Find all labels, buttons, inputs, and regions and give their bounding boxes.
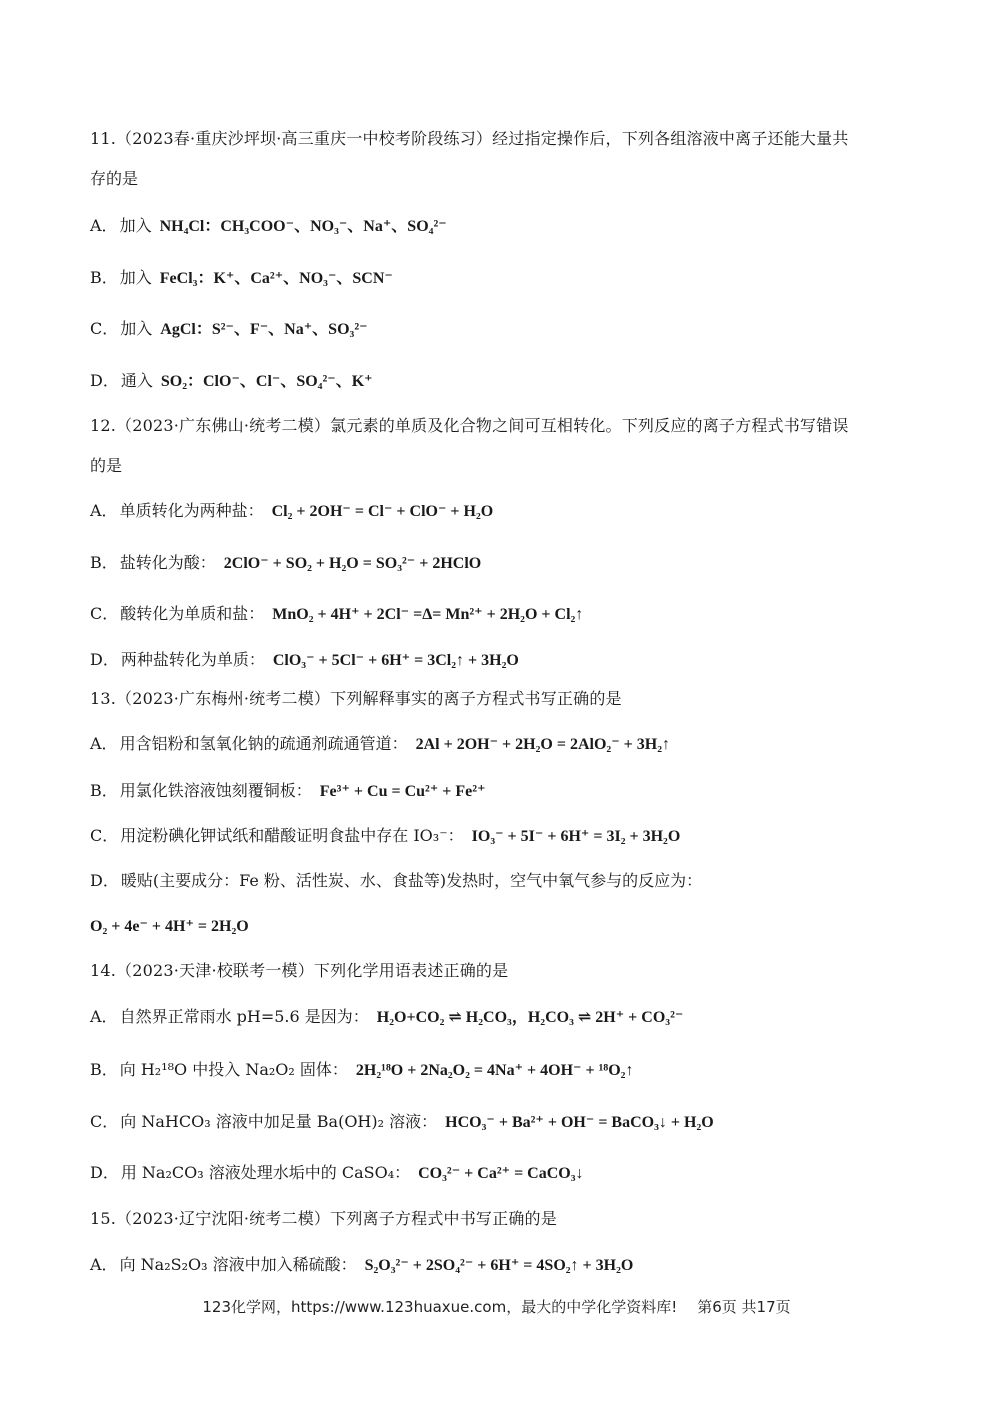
question-14-option-d [90,1161,903,1186]
footer-page-number: 第6页 共17页 [697,1298,791,1316]
option-letter: C． [90,1112,119,1131]
option-label: 用淀粉碘化钾试纸和醋酸证明食盐中存在 IO₃⁻： [120,826,464,845]
option-formula: ClO₃⁻ + 5Cl⁻ + 6H⁺ = 3Cl₂↑ + 3H₂O [272,652,519,669]
footer-site-text: 123化学网，https://www.123huaxue.com，最大的中学化学资料库! [202,1298,678,1316]
question-13-head: 13.（2023·广东梅州·统考二模）下列解释事实的离子方程式书写正确的是 [90,689,622,708]
question-14-head: 14.（2023·天津·校联考一模）下列化学用语表述正确的是 [90,961,509,980]
question-11-head-cont: 存的是 [90,169,139,188]
question-12-option-a [90,499,903,524]
option-formula: AgCl：S²⁻、F⁻、Na⁺、SO₃²⁻ [160,321,368,338]
option-label: 通入 [120,371,153,390]
option-label: 单质转化为两种盐： [119,501,264,520]
option-letter: A． [90,216,118,235]
option-letter: A． [90,501,118,520]
question-14-option-b [90,1058,903,1083]
option-label: 用 Na₂CO₃ 溶液处理水垢中的 CaSO₄： [120,1163,411,1182]
question-11-option-c [90,317,903,342]
option-formula: O₂ + 4e⁻ + 4H⁺ = 2H₂O [90,918,249,935]
option-label: 用氯化铁溶液蚀刻覆铜板： [119,781,312,800]
option-formula: 2H₂¹⁸O + 2Na₂O₂ = 4Na⁺ + 4OH⁻ + ¹⁸O₂↑ [355,1062,634,1079]
option-formula: CO₃²⁻ + Ca²⁺ = CaCO₃↓ [418,1165,584,1182]
option-formula: IO₃⁻ + 5I⁻ + 6H⁺ = 3I₂ + 3H₂O [471,828,681,845]
option-formula: H₂O+CO₂ ⇌ H₂CO₃，H₂CO₃ ⇌ 2H⁺ + CO₃²⁻ [376,1009,684,1026]
option-formula: FeCl₃：K⁺、Ca²⁺、NO₃⁻、SCN⁻ [159,270,393,287]
question-12-option-c [90,602,903,627]
question-15-head: 15.（2023·辽宁沈阳·统考二模）下列离子方程式中书写正确的是 [90,1209,557,1228]
option-formula: Cl₂ + 2OH⁻ = Cl⁻ + ClO⁻ + H₂O [271,503,494,520]
option-formula: NH₄Cl：CH₃COO⁻、NO₃⁻、Na⁺、SO₄²⁻ [159,218,447,235]
option-label: 加入 [119,216,152,235]
option-label: 两种盐转化为单质： [120,650,265,669]
question-13-option-d [90,869,903,894]
page-footer [0,1296,993,1317]
option-letter: C． [90,826,119,845]
question-12-head-cont: 的是 [90,456,123,475]
option-letter: D． [90,871,119,890]
option-label: 向 NaHCO₃ 溶液中加足量 Ba(OH)₂ 溶液： [120,1112,438,1131]
option-letter: B． [90,553,118,572]
question-15-option-a [90,1253,903,1278]
option-letter: C． [90,319,119,338]
question-11-option-d [90,369,903,394]
question-13-option-c [90,824,903,849]
option-label: 自然界正常雨水 pH=5.6 是因为： [119,1007,369,1026]
question-12-option-d [90,648,903,673]
option-formula: HCO₃⁻ + Ba²⁺ + OH⁻ = BaCO₃↓ + H₂O [445,1114,714,1131]
option-formula: 2Al + 2OH⁻ + 2H₂O = 2AlO₂⁻ + 3H₂↑ [415,736,670,753]
option-label: 向 Na₂S₂O₃ 溶液中加入稀硫酸： [119,1255,357,1274]
question-12-option-b [90,551,903,576]
option-formula: S₂O₃²⁻ + 2SO₄²⁻ + 6H⁺ = 4SO₂↑ + 3H₂O [364,1257,634,1274]
option-letter: B． [90,781,118,800]
question-11-option-a [90,214,903,239]
question-14-option-a [90,1005,903,1030]
option-formula: MnO₂ + 4H⁺ + 2Cl⁻ =Δ= Mn²⁺ + 2H₂O + Cl₂↑ [272,606,584,623]
option-letter: D． [90,371,119,390]
option-letter: A． [90,1007,118,1026]
option-formula: 2ClO⁻ + SO₂ + H₂O = SO₃²⁻ + 2HClO [223,555,482,572]
option-letter: D． [90,1163,119,1182]
option-letter: D． [90,650,119,669]
option-label: 用含铝粉和氢氧化钠的疏通剂疏通管道： [119,734,408,753]
question-13-option-d-formula [90,914,903,939]
option-label: 暖贴(主要成分：Fe 粉、活性炭、水、食盐等)发热时，空气中氧气参与的反应为： [120,871,703,890]
option-letter: C． [90,604,119,623]
option-letter: B． [90,268,118,287]
question-11-option-b [90,266,903,291]
option-letter: A． [90,734,118,753]
question-12-head: 12.（2023·广东佛山·统考二模）氯元素的单质及化合物之间可互相转化。下列反应的离子方程式书写错误 [90,416,849,435]
option-label: 向 H₂¹⁸O 中投入 Na₂O₂ 固体： [119,1060,348,1079]
option-label: 加入 [119,268,152,287]
option-label: 盐转化为酸： [119,553,216,572]
question-13-option-b [90,779,903,804]
question-13-option-a [90,732,903,757]
option-letter: A． [90,1255,118,1274]
option-formula: SO₂：ClO⁻、Cl⁻、SO₄²⁻、K⁺ [160,373,373,390]
question-14-option-c [90,1110,903,1135]
question-11-head: 11.（2023春·重庆沙坪坝·高三重庆一中校考阶段练习）经过指定操作后，下列各组溶液中离子还能大量共 [90,129,849,148]
option-letter: B． [90,1060,118,1079]
option-formula: Fe³⁺ + Cu = Cu²⁺ + Fe²⁺ [319,783,486,800]
option-label: 加入 [120,319,153,338]
option-label: 酸转化为单质和盐： [120,604,265,623]
